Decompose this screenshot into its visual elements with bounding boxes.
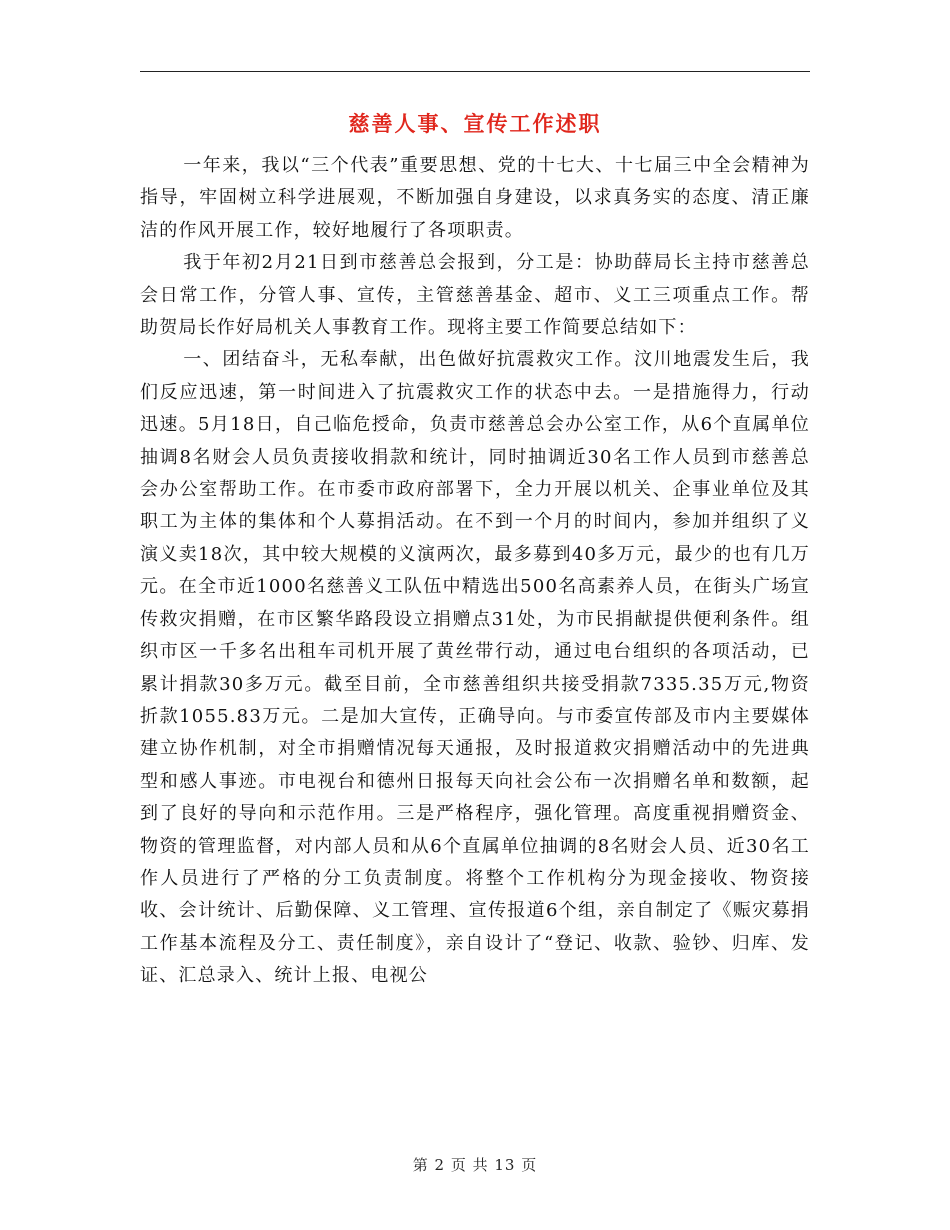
- paragraph-assignment: 我于年初2月21日到市慈善总会报到，分工是：协助薛局长主持市慈善总会日常工作，分管人事、宣传，主管慈善基金、超市、义工三项重点工作。帮助贺局长作好局机关人事教育工作。现将主要工作简要总结如下：: [140, 252, 810, 339]
- document-title: 慈善人事、宣传工作述职: [348, 112, 602, 136]
- page-number: 第 2 页 共 13 页: [412, 1156, 538, 1174]
- paragraph-intro: 一年来，我以“三个代表”重要思想、党的十七大、十七届三中全会精神为指导，牢固树立科学进展观，不断加强自身建设，以求真务实的态度、清正廉洁的作风开展工作，较好地履行了各项职责。: [140, 155, 810, 241]
- document-body: [140, 150, 810, 993]
- header-rule: [140, 71, 810, 72]
- paragraph-earthquake-relief: 一、团结奋斗，无私奉献，出色做好抗震救灾工作。汶川地震发生后，我们反应迅速，第一时间进入了抗震救灾工作的状态中去。一是措施得力，行动迅速。5月18日，自己临危授命，负责市慈善总会办公室工作，从6个直属单位抽调8名财会人员负责接收捐款和统计，同时抽调近30名工作人员到市慈善总会办公室帮助工作。在市委市政府部署下，全力开展以机关、企事业单位及其职工为主体的集体和个人募捐活动。在不到一个月的时间内，参加并组织了义演义卖18次，其中较大规模的义演两次，最多募到40多万元，最少的也有几万元。在全市近1000名慈善义工队伍中精选出500名高素养人员，在街头广场宣传救灾捐赠，在市区繁华路段设立捐赠点31处，为市民捐献提供便利条件。组织市区一千多名出租车司机开展了黄丝带行动，通过电台组织的各项活动，已累计捐款30多万元。截至目前，全市慈善组织共接受捐款7335.35万元,物资折款1055.83万元。二是加大宣传，正确导向。与市委宣传部及市内主要媒体建立协作机制，对全市捐赠情况每天通报，及时报道救灾捐赠活动中的先进典型和感人事迹。市电视台和德州日报每天向社会公布一次捐赠名单和数额，起到了良好的导向和示范作用。三是严格程序，强化管理。高度重视捐赠资金、物资的管理监督，对内部人员和从6个直属单位抽调的8名财会人员、近30名工作人员进行了严格的分工负责制度。将整个工作机构分为现金接收、物资接收、会计统计、后勤保障、义工管理、宣传报道6个组，亲自制定了《赈灾募捐工作基本流程及分工、责任制度》，亲自设计了“登记、收款、验钞、归库、发证、汇总录入、统计上报、电视公: [140, 349, 810, 987]
